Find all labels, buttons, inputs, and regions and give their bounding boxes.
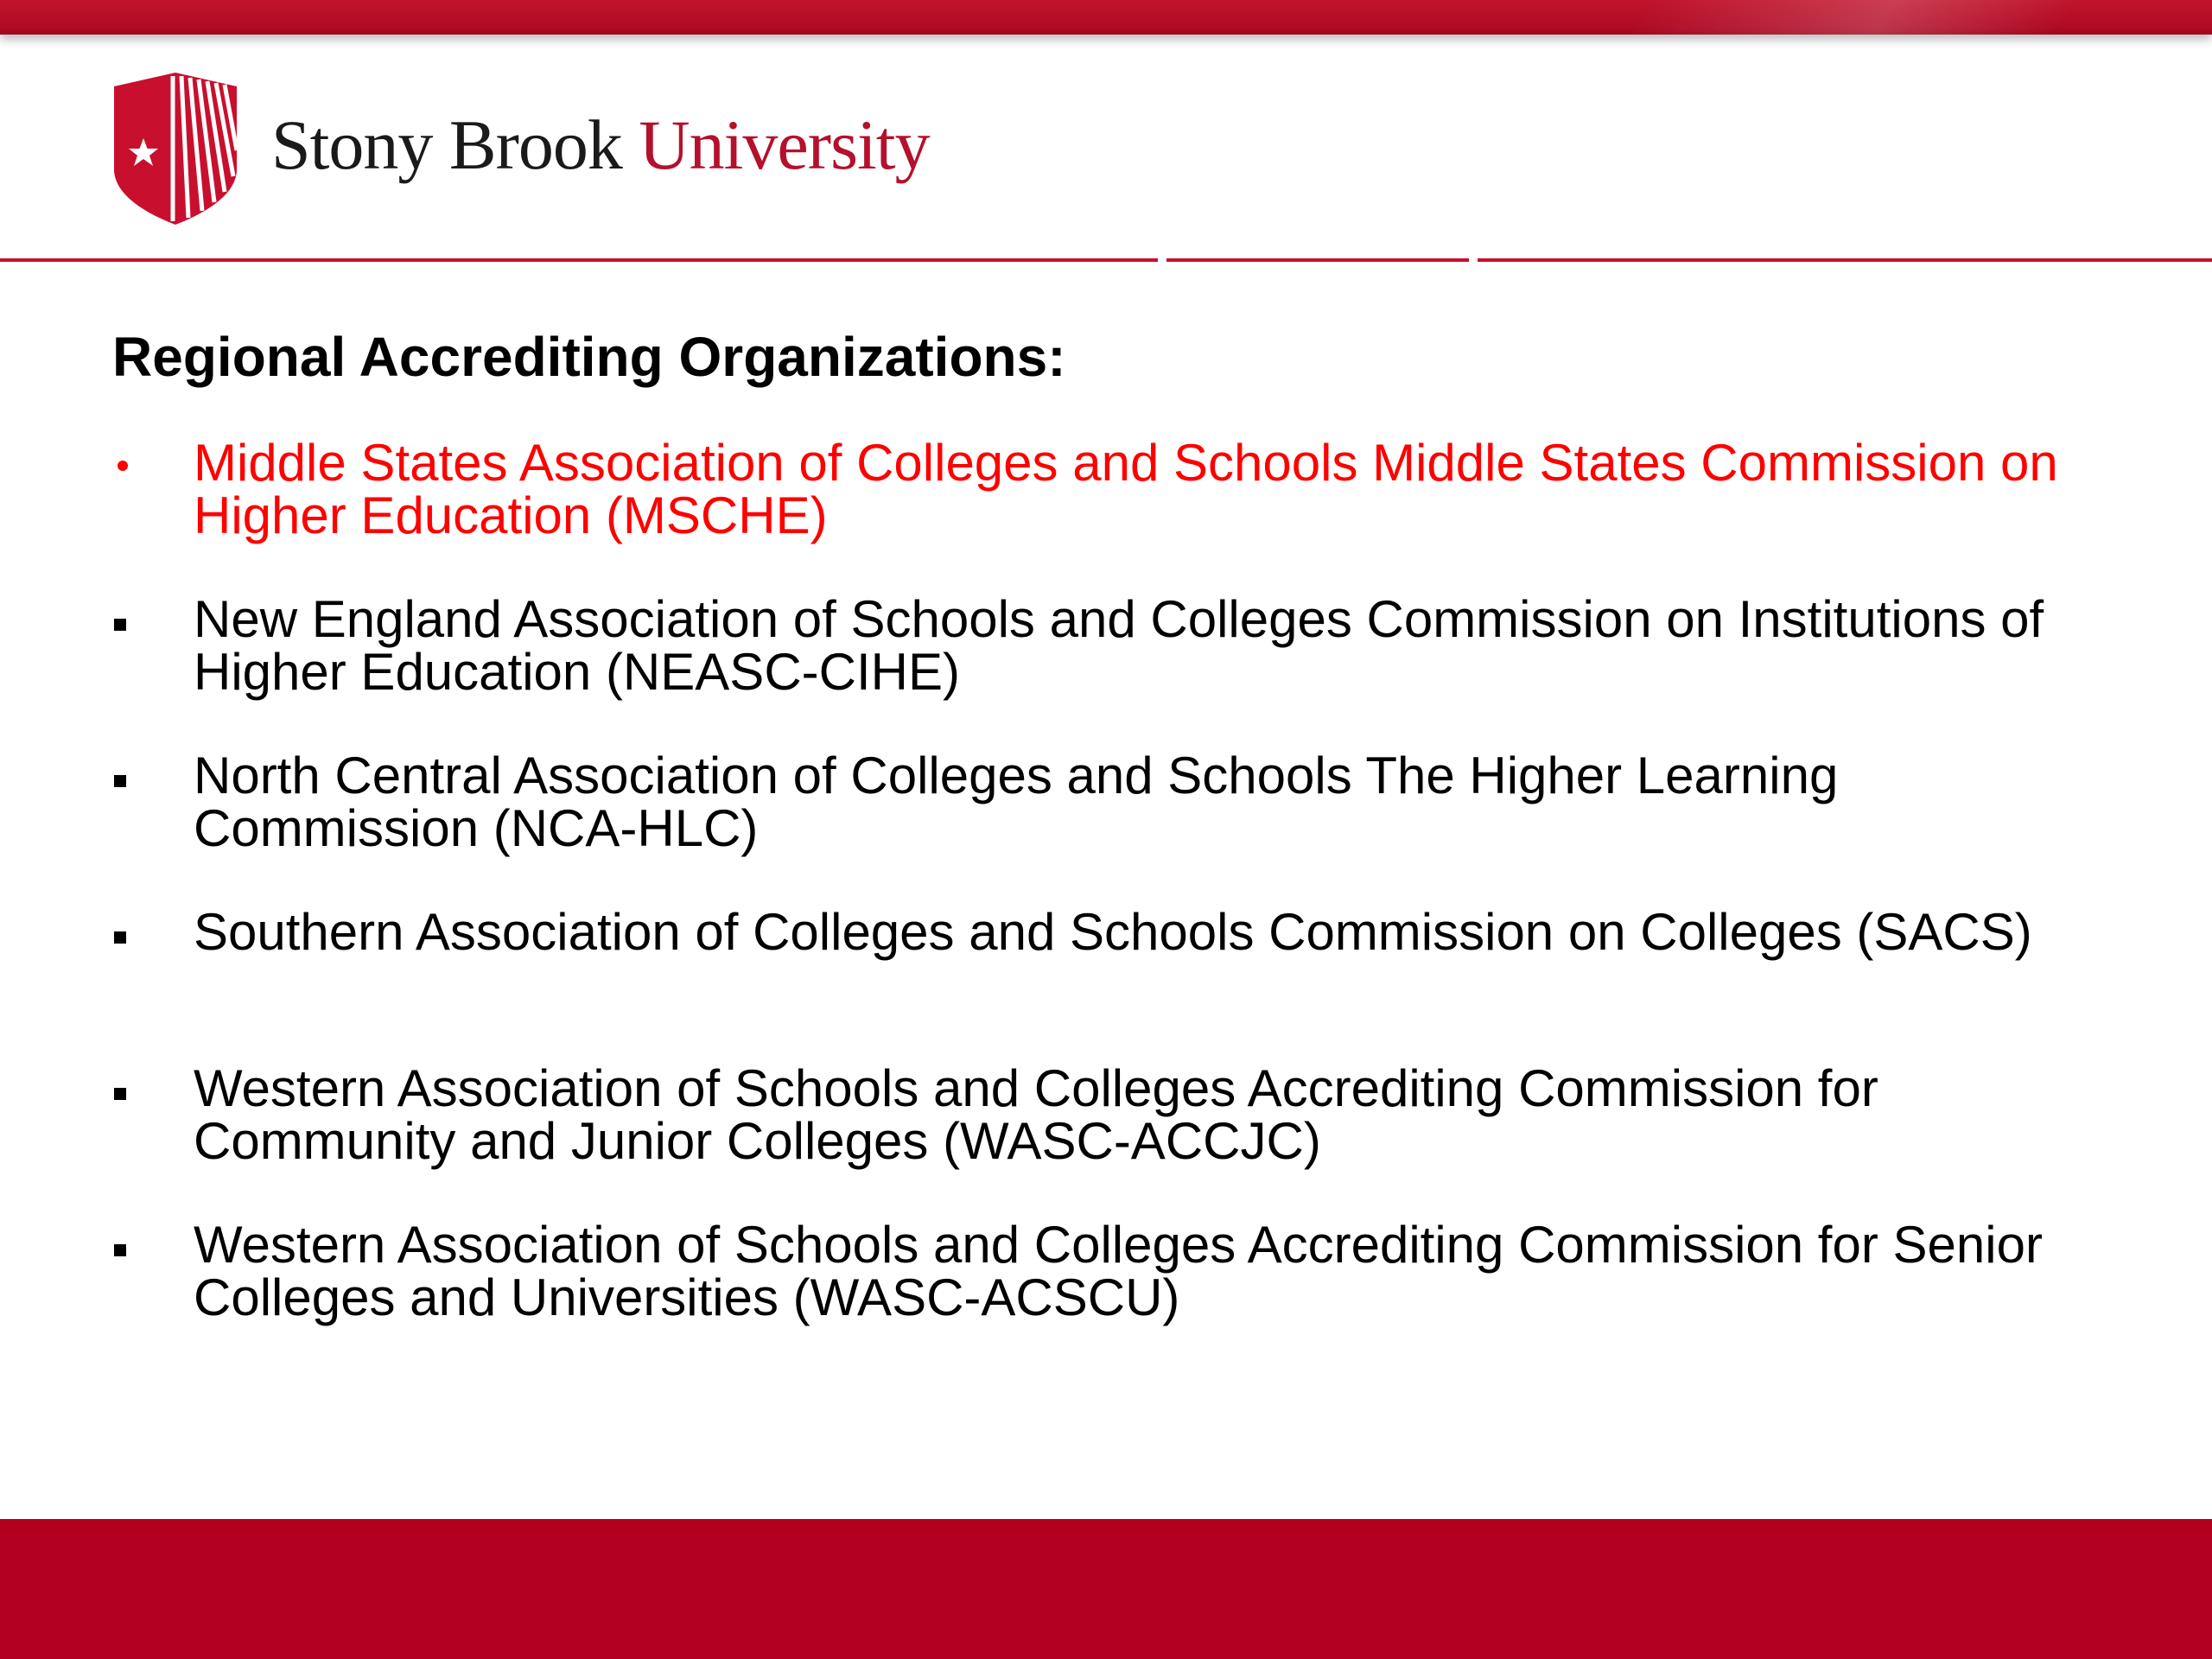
wordmark-primary: Stony Brook: [271, 105, 622, 184]
university-logo: [111, 71, 930, 226]
wordmark-accent: University: [639, 105, 930, 184]
square-bullet-icon: [114, 931, 126, 944]
list-item-text: Southern Association of Colleges and Schools Commission on Colleges (SACS): [194, 903, 2032, 961]
shield-star-icon: [111, 73, 240, 225]
footer-banner: [0, 1519, 2212, 1659]
top-banner: [0, 0, 2212, 35]
square-bullet-icon: [114, 1088, 126, 1100]
list-item-text: New England Association of Schools and Colleges Commission on Institutions of Higher Education (NEASC-CIHE): [194, 590, 2044, 701]
list-item: [0, 749, 2212, 906]
list-item: [0, 436, 2212, 593]
list-item: [0, 1059, 2212, 1218]
list-item-text: North Central Association of Colleges and Schools The Higher Learning Commission (NCA-HLC): [194, 747, 1839, 857]
list-item-text: Western Association of Schools and Colleges Accrediting Commission for Senior Colleges and Universities (WASC-ACSCU): [194, 1216, 2043, 1326]
banner-sheen: [1622, 0, 2212, 35]
round-bullet-icon: [118, 461, 128, 471]
list-item-text: Middle States Association of Colleges and Schools Middle States Commission on Higher Education (MSCHE): [194, 434, 2058, 544]
slide-title: Regional Accrediting Organizations:: [112, 326, 1066, 388]
square-bullet-icon: [114, 775, 126, 787]
list-item: [0, 903, 2212, 1062]
square-bullet-icon: [114, 619, 126, 631]
list-item: [0, 590, 2212, 749]
list-item: [0, 1218, 2212, 1375]
accreditor-list: [0, 436, 2212, 1375]
header-divider: [0, 258, 2212, 262]
university-wordmark: [271, 105, 930, 184]
square-bullet-icon: [114, 1244, 126, 1256]
list-item-text: Western Association of Schools and Colleges Accrediting Commission for Community and Junior Colleges (WASC-ACCJC): [194, 1059, 1878, 1170]
